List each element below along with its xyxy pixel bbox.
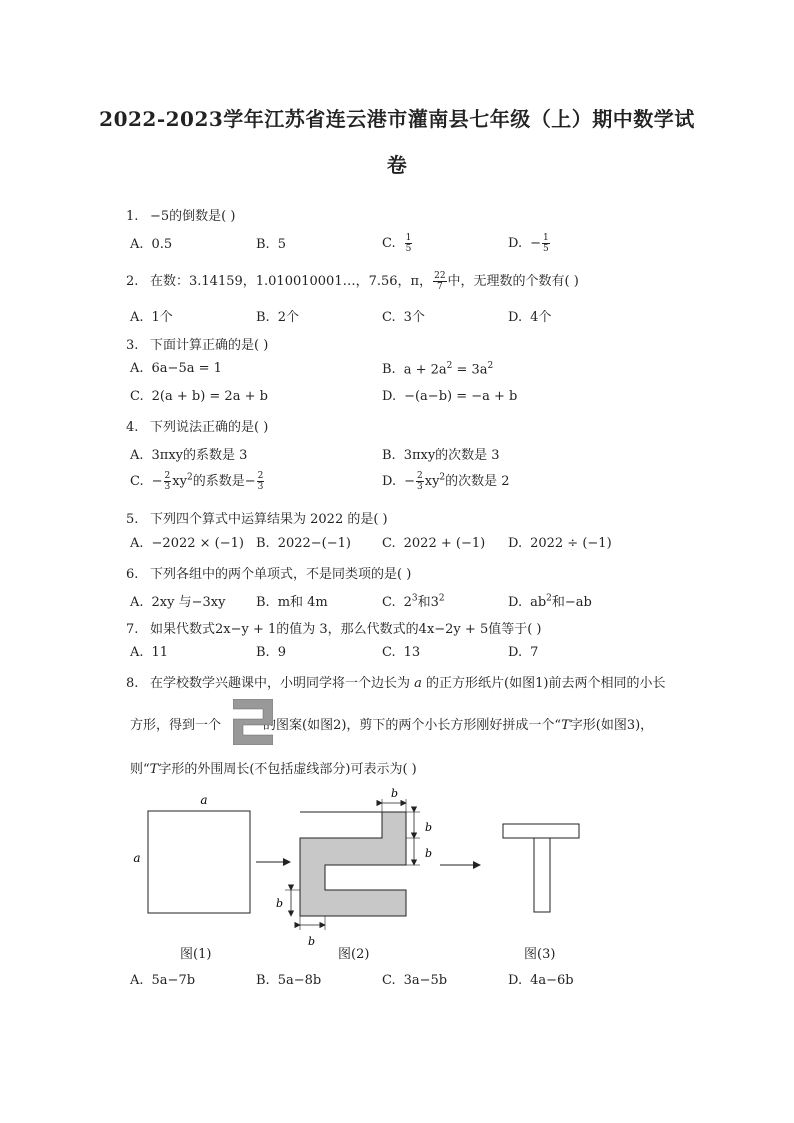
figure-3-t-stem: [534, 838, 550, 912]
option-d: D. − $\frac{2}{3}$ $xy^2$的次数是 2: [382, 471, 510, 492]
option-d: D. 4个: [508, 310, 552, 325]
figure-1-square: [148, 811, 250, 913]
paper-title: [60, 96, 734, 188]
option-d: D. 2022 ÷ (−1): [508, 536, 612, 551]
option-b: B. m和 4m: [256, 595, 328, 610]
figure-3-t-top: [503, 824, 579, 838]
figure-3-caption: 图(3): [524, 947, 556, 962]
option-c: C. 2(a + b) = 2a + b: [130, 389, 268, 404]
question-1: [126, 205, 235, 224]
option-b: B. 5a−8b: [256, 973, 322, 988]
option-b: B. 3πxy的次数是 3: [382, 448, 500, 463]
option-b: B. 2022−(−1): [256, 536, 351, 551]
question-2: 2. 在数：3.14159，1.010010001…，7.56，π， $\frac{22}{7}$ 中，无理数的个数有( ): [126, 271, 579, 292]
question-stem: −5的倒数是( ): [150, 209, 236, 224]
option-c: C. $\frac{1}{5}$: [382, 233, 412, 254]
option-a: A. 0.5: [130, 237, 173, 252]
option-c: C. $2^3$和$3^2$: [382, 593, 445, 610]
option-c: C. 13: [382, 645, 421, 660]
dim-label-b: b: [425, 821, 433, 834]
figure-1-caption: 图(1): [180, 947, 212, 962]
question-4: 4. 下列说法正确的是( ): [126, 420, 269, 435]
option-a: A. 3πxy的系数是 3: [130, 448, 248, 463]
title-line-1: 2022-2023学年江苏省连云港市灌南县七年级（上）期中数学试: [99, 107, 695, 131]
option-a: A. 2xy 与−3xy: [130, 595, 226, 610]
figure-2-caption: 图(2): [338, 947, 370, 962]
option-a: A. 11: [130, 645, 169, 660]
question-5: 5. 下列四个算式中运算结果为 2022 的是( ): [126, 512, 388, 527]
option-d: D. 7: [508, 645, 539, 660]
question-3: 3. 下面计算正确的是( ): [126, 338, 269, 353]
option-a: A. 6a−5a = 1: [130, 361, 222, 376]
fraction: $\frac{22}{7}$: [434, 271, 446, 292]
figure-1-side-label-top: a: [200, 793, 208, 807]
title-line-2: 卷: [386, 153, 408, 177]
option-b: B. 9: [256, 645, 286, 660]
question-8-line-2: 方形，得到一个 的图案(如图2)，剪下的两个小长方形刚好拼成一个“T字形(如图3)，: [130, 718, 654, 733]
option-b: B. 5: [256, 237, 286, 252]
option-c: C. − $\frac{2}{3}$ $xy^2$的系数是− $\frac{2}{3}$: [130, 471, 264, 492]
fraction: $\frac{2}{3}$: [164, 471, 171, 492]
question-number: 1.: [126, 209, 139, 224]
dim-label-b: b: [391, 787, 399, 800]
fraction: $\frac{1}{5}$: [543, 233, 549, 254]
fraction: $\frac{1}{5}$: [405, 233, 412, 254]
fraction: $\frac{2}{3}$: [257, 471, 264, 492]
option-b: B. $a + 2a^2 = 3a^2$: [382, 361, 494, 378]
option-d: D. $ab^2$和−ab: [508, 593, 592, 610]
option-c: C. 3个: [382, 310, 425, 325]
option-d: D. − $\frac{1}{5}$: [508, 233, 549, 254]
dim-label-b: b: [276, 897, 284, 910]
option-c: C. 2022 + (−1): [382, 536, 486, 551]
figure-1-side-label-left: a: [133, 851, 141, 865]
option-b: B. 2个: [256, 310, 299, 325]
option-d: D. −(a−b) = −a + b: [382, 389, 518, 404]
option-a: A. 5a−7b: [130, 973, 196, 988]
option-d: D. 4a−6b: [508, 973, 574, 988]
fraction: $\frac{2}{3}$: [417, 471, 423, 492]
question-6: 6. 下列各组中的两个单项式，不是同类项的是( ): [126, 567, 412, 582]
option-c: C. 3a−5b: [382, 973, 448, 988]
dim-label-b: b: [425, 847, 433, 860]
s-shape-inline-icon: [233, 699, 273, 745]
dim-label-b: b: [308, 935, 316, 948]
option-a: A. 1个: [130, 310, 173, 325]
question-7: 7. 如果代数式2x−y + 1的值为 3，那么代数式的4x−2y + 5值等于( ): [126, 622, 542, 637]
question-8-line-3: 则“T字形的外围周长(不包括虚线部分)可表示为( ): [130, 762, 417, 777]
figure-2-s-shape: [300, 812, 406, 916]
question-8-line-1: 8. 在学校数学兴趣课中，小明同学将一个边长为 a 的正方形纸片(如图1)前去两个相同的小长: [126, 676, 666, 691]
option-a: A. −2022 × (−1): [130, 536, 244, 551]
